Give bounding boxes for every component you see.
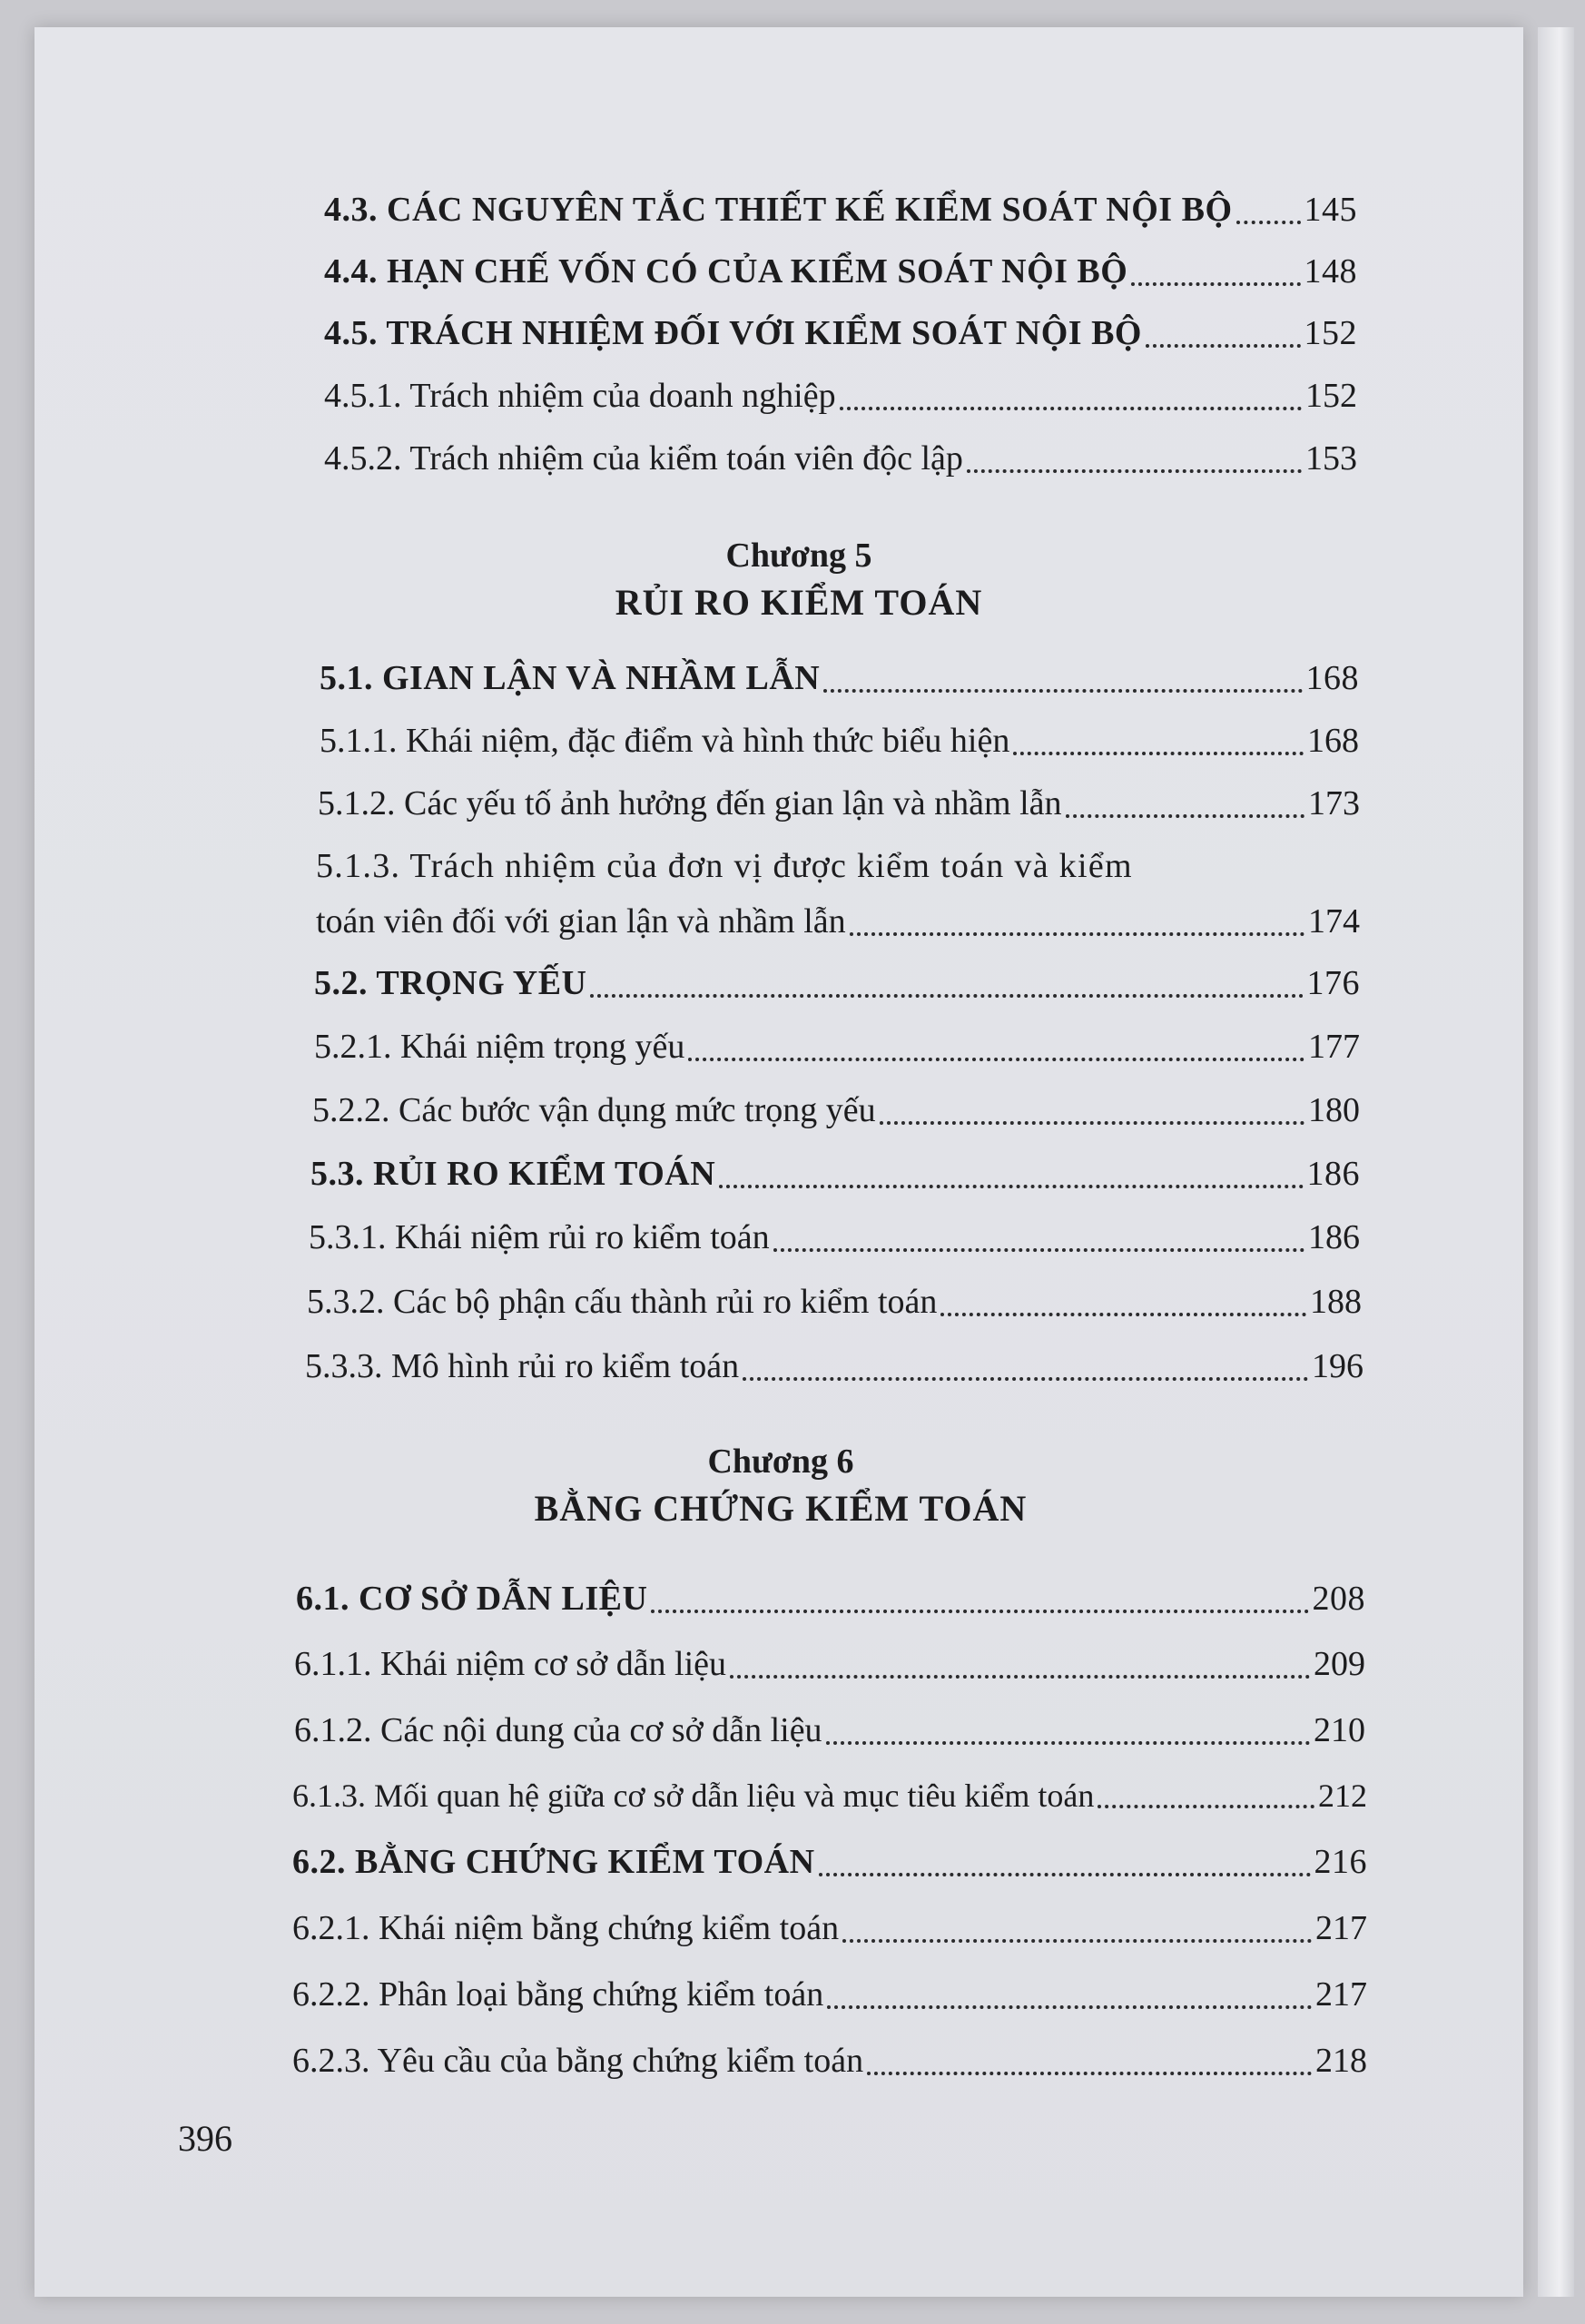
toc-entry-page: 208: [1312, 1580, 1365, 1618]
toc-entry-page: 188: [1310, 1283, 1362, 1321]
toc-entry-4-4: [324, 252, 1357, 292]
toc-entry-6-1-3: [292, 1777, 1367, 1815]
toc-entry-label: 4.3. CÁC NGUYÊN TẮC THIẾT KẾ KIỂM SOÁT NỘI BỘ: [324, 191, 1233, 229]
toc-entry-5-3-2: [307, 1283, 1362, 1323]
toc-entry-5-1: [320, 659, 1359, 699]
dot-leader: [719, 1185, 1303, 1188]
toc-entry-5-2-2: [312, 1091, 1360, 1131]
toc-entry-6-2-1: [292, 1909, 1367, 1949]
dot-leader: [651, 1610, 1308, 1613]
toc-entry-page: 217: [1315, 1909, 1367, 1947]
toc-entry-label: 6.2. BẰNG CHỨNG KIỂM TOÁN: [292, 1843, 815, 1881]
toc-entry-label: 5.3.3. Mô hình rủi ro kiểm toán: [305, 1347, 740, 1385]
toc-entry-4-5-2: [324, 439, 1357, 479]
toc-entry-5-2: [314, 964, 1360, 1004]
chapter-title: RỦI RO KIỂM TOÁN: [615, 582, 983, 623]
dot-leader: [826, 1741, 1310, 1745]
dot-leader: [819, 1873, 1311, 1876]
dot-leader: [840, 407, 1302, 410]
chapter-number: Chương 5: [725, 537, 872, 575]
toc-entry-6-1-1: [294, 1645, 1365, 1685]
toc-entry-6-1: [296, 1580, 1365, 1620]
toc-entry-page: 177: [1308, 1028, 1360, 1066]
toc-entry-page: 186: [1308, 1218, 1360, 1256]
toc-entry-label: 5.1. GIAN LẬN VÀ NHẦM LẪN: [320, 659, 821, 697]
toc-entry-label: 6.1. CƠ SỞ DẪN LIỆU: [296, 1580, 648, 1618]
dot-leader: [688, 1058, 1304, 1061]
toc-entry-page: 168: [1307, 722, 1359, 760]
dot-leader: [867, 2072, 1312, 2075]
toc-entry-label: 6.2.3. Yêu cầu của bằng chứng kiểm toán: [292, 2042, 864, 2080]
toc-entry-label: 6.1.2. Các nội dung của cơ sở dẫn liệu: [294, 1711, 822, 1749]
toc-entry-5-3: [310, 1155, 1360, 1195]
toc-entry-4-3: [324, 191, 1357, 231]
dot-leader: [1236, 221, 1301, 224]
toc-entry-label: 5.1.1. Khái niệm, đặc điểm và hình thức biểu hiện: [320, 722, 1010, 760]
dot-leader: [827, 2005, 1312, 2009]
toc-entry-page: 153: [1305, 439, 1357, 478]
toc-entry-page: 217: [1315, 1975, 1367, 2014]
toc-entry-label: 6.2.1. Khái niệm bằng chứng kiểm toán: [292, 1909, 840, 1947]
toc-entry-6-2: [292, 1843, 1367, 1883]
toc-entry-page: 210: [1314, 1711, 1365, 1749]
toc-entry-page: 148: [1304, 252, 1357, 290]
toc-entry-5-3-1: [309, 1218, 1360, 1258]
page-number: 396: [178, 2118, 232, 2159]
dot-leader: [842, 1939, 1312, 1943]
toc-entry-page: 180: [1308, 1091, 1360, 1129]
toc-entry-label: 4.5.1. Trách nhiệm của doanh nghiệp: [324, 377, 836, 415]
toc-entry-page: 209: [1314, 1645, 1365, 1683]
dot-leader: [590, 994, 1303, 998]
toc-entry-page: 168: [1305, 659, 1359, 697]
toc-entry-label: 5.2.1. Khái niệm trọng yếu: [314, 1028, 685, 1066]
toc-entry-6-2-3: [292, 2042, 1367, 2082]
toc-entry-label: toán viên đối với gian lận và nhầm lẫn: [316, 902, 846, 940]
chapter-heading-6: [454, 1442, 1108, 1530]
dot-leader: [730, 1675, 1310, 1679]
chapter-heading-5: [508, 536, 1089, 624]
toc-entry-page: 186: [1306, 1155, 1360, 1193]
toc-entry-4-5-1: [324, 377, 1357, 417]
chapter-title: BẰNG CHỨNG KIỂM TOÁN: [534, 1488, 1028, 1529]
toc-entry-page: 152: [1304, 314, 1357, 352]
dot-leader: [743, 1377, 1308, 1381]
chapter-number: Chương 6: [707, 1443, 854, 1481]
dot-leader: [880, 1121, 1304, 1125]
dot-leader: [967, 469, 1302, 473]
toc-entry-page: 196: [1312, 1347, 1363, 1385]
toc-entry-6-2-2: [292, 1975, 1367, 2015]
toc-entry-label: 5.2.2. Các bước vận dụng mức trọng yếu: [312, 1091, 876, 1129]
toc-entry-label: 5.3. RỦI RO KIỂM TOÁN: [310, 1155, 716, 1193]
toc-entry-page: 174: [1308, 902, 1360, 940]
toc-entry-label: 5.3.2. Các bộ phận cấu thành rủi ro kiểm toán: [307, 1283, 938, 1321]
toc-entry-6-1-2: [294, 1711, 1365, 1751]
toc-entry-label: 4.4. HẠN CHẾ VỐN CÓ CỦA KIỂM SOÁT NỘI BỘ: [324, 252, 1128, 290]
toc-entry-label: 6.1.1. Khái niệm cơ sở dẫn liệu: [294, 1645, 727, 1683]
toc-entry-label: 5.1.2. Các yếu tố ảnh hưởng đến gian lận và nhầm lẫn: [318, 784, 1062, 822]
toc-entry-5-2-1: [314, 1028, 1360, 1068]
toc-entry-page: 212: [1318, 1777, 1367, 1814]
dot-leader: [1066, 814, 1305, 818]
toc-entry-page: 145: [1304, 191, 1357, 229]
dot-leader: [850, 932, 1304, 936]
toc-entry-page: 216: [1314, 1843, 1367, 1881]
toc-entry-page: 173: [1308, 784, 1360, 822]
dot-leader: [773, 1248, 1304, 1252]
toc-entry-page: 152: [1305, 377, 1357, 415]
toc-entry-5-3-3: [305, 1347, 1363, 1387]
toc-entry-label: 5.2. TRỌNG YẾU: [314, 964, 587, 1002]
dot-leader: [940, 1313, 1306, 1316]
dot-leader: [823, 689, 1302, 693]
dot-leader: [1131, 282, 1300, 286]
toc-entry-5-1-3-line1: 5.1.3. Trách nhiệm của đơn vị được kiểm toán và kiểm: [316, 847, 1133, 885]
dot-leader: [1098, 1805, 1314, 1808]
toc-entry-label: 4.5. TRÁCH NHIỆM ĐỐI VỚI KIỂM SOÁT NỘI BỘ: [324, 314, 1142, 352]
toc-entry-5-1-1: [320, 722, 1359, 762]
dot-leader: [1146, 344, 1301, 348]
dot-leader: [1013, 752, 1304, 755]
toc-entry-page: 176: [1306, 964, 1360, 1002]
toc-entry-label: 4.5.2. Trách nhiệm của kiểm toán viên độc lập: [324, 439, 963, 478]
toc-entry-label: 6.2.2. Phân loại bằng chứng kiểm toán: [292, 1975, 824, 2014]
toc-entry-page: 218: [1315, 2042, 1367, 2080]
toc-entry-label: 5.3.1. Khái niệm rủi ro kiểm toán: [309, 1218, 770, 1256]
toc-entry-5-1-2: [318, 784, 1360, 824]
toc-entry-label: 6.1.3. Mối quan hệ giữa cơ sở dẫn liệu và mục tiêu kiểm toán: [292, 1777, 1095, 1814]
toc-entry-5-1-3: [316, 902, 1360, 942]
toc-entry-4-5: [324, 314, 1357, 354]
